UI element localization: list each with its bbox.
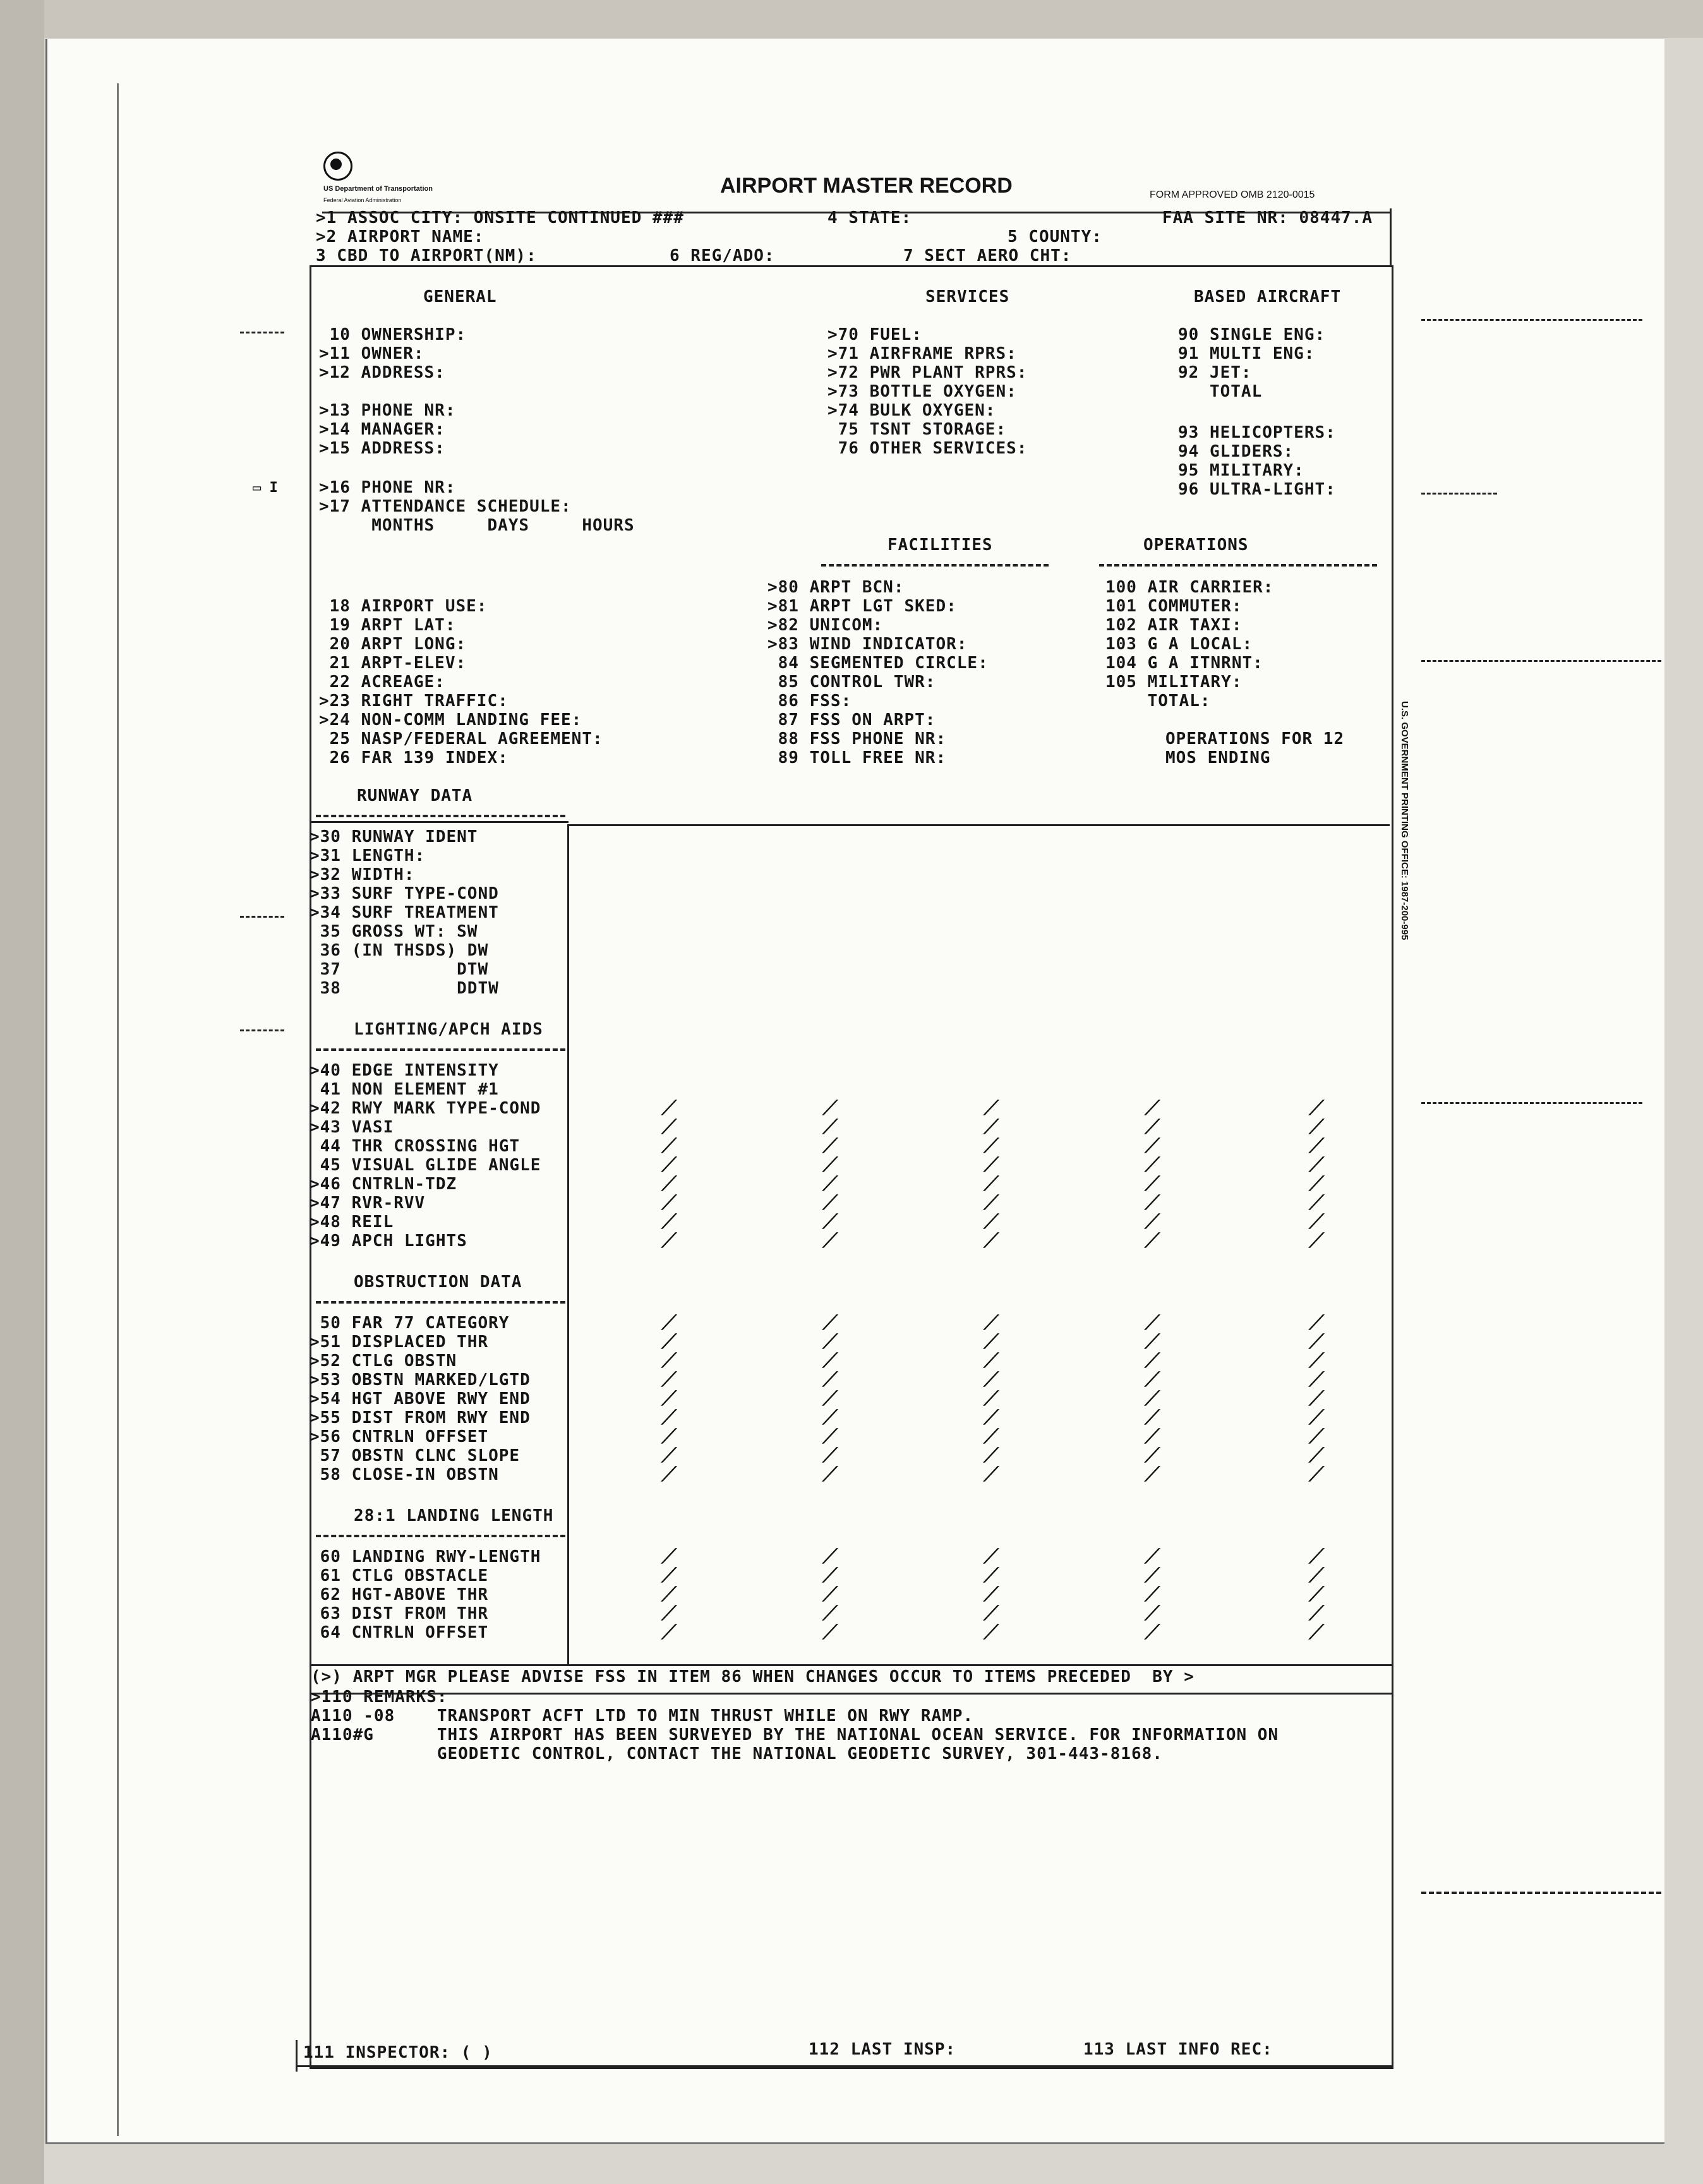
runway-end-slash: / xyxy=(658,1210,680,1232)
runway-end-slash: / xyxy=(819,1444,841,1466)
landing-item: 63 DIST FROM THR xyxy=(310,1604,489,1623)
runway-end-slash: / xyxy=(1141,1191,1164,1213)
runway-end-slash: / xyxy=(1141,1425,1164,1447)
site-nr-field: FAA SITE NR: 08447.A xyxy=(1162,208,1373,227)
lighting-item: >48 REIL xyxy=(310,1213,394,1232)
cbd-field: 3 CBD TO AIRPORT(NM): xyxy=(316,246,537,265)
runway-end-slash: / xyxy=(980,1406,1002,1428)
services-item: >74 BULK OXYGEN: xyxy=(827,401,996,420)
runway-end-slash: / xyxy=(980,1349,1002,1371)
services-item: >71 AIRFRAME RPRS: xyxy=(827,344,1017,363)
runway-end-slash: / xyxy=(658,1134,680,1156)
remarks-label: >110 REMARKS: xyxy=(311,1688,448,1707)
inspector-field: 111 INSPECTOR: ( ) xyxy=(303,2043,493,2062)
operations-item: 104 G A ITNRNT: xyxy=(1105,654,1263,673)
section-facilities: FACILITIES xyxy=(888,536,993,555)
runway-end-slash: / xyxy=(658,1564,680,1586)
runway-end-slash: / xyxy=(980,1134,1002,1156)
last-info-field: 113 LAST INFO REC: xyxy=(1083,2040,1273,2059)
runway-end-slash: / xyxy=(980,1425,1002,1447)
department-name: US Department of Transportation xyxy=(323,185,433,193)
runway-end-slash: / xyxy=(658,1621,680,1643)
general-item: >24 NON-COMM LANDING FEE: xyxy=(319,711,582,729)
services-item: 76 OTHER SERVICES: xyxy=(827,439,1028,458)
services-item: 75 TSNT STORAGE: xyxy=(827,420,1007,439)
margin-mark: ▭ I xyxy=(253,480,278,496)
runway-end-slash: / xyxy=(1141,1134,1164,1156)
runway-end-slash: / xyxy=(980,1115,1002,1137)
runway-end-slash: / xyxy=(980,1583,1002,1605)
runway-end-slash: / xyxy=(658,1330,680,1352)
obstruction-underline xyxy=(316,1301,565,1304)
runway-end-slash: / xyxy=(980,1621,1002,1643)
runway-end-slash: / xyxy=(1305,1564,1328,1586)
runway-item: >32 WIDTH: xyxy=(310,865,415,884)
operations-note: OPERATIONS FOR 12 xyxy=(1165,729,1345,748)
runway-end-slash: / xyxy=(980,1387,1002,1409)
facilities-item: 85 CONTROL TWR: xyxy=(767,673,936,692)
runway-end-slash: / xyxy=(819,1564,841,1586)
runway-end-slash: / xyxy=(1141,1172,1164,1194)
runway-underline xyxy=(316,815,565,817)
based-item: 93 HELICOPTERS: xyxy=(1178,423,1336,442)
facilities-item: >82 UNICOM: xyxy=(767,616,884,635)
runway-end-slash: / xyxy=(819,1172,841,1194)
state-field: 4 STATE: xyxy=(827,208,912,227)
runway-end-slash: / xyxy=(980,1602,1002,1624)
services-item: >70 FUEL: xyxy=(827,325,922,344)
general-item: >17 ATTENDANCE SCHEDULE: xyxy=(319,497,572,516)
section-general: GENERAL xyxy=(423,287,497,306)
runway-end-slash: / xyxy=(1141,1349,1164,1371)
runway-end-slash: / xyxy=(658,1545,680,1567)
runway-end-slash: / xyxy=(1305,1311,1328,1333)
runway-end-slash: / xyxy=(980,1191,1002,1213)
runway-item: >31 LENGTH: xyxy=(310,846,426,865)
general-item: 22 ACREAGE: xyxy=(319,673,445,692)
facilities-item: 88 FSS PHONE NR: xyxy=(767,729,947,748)
runway-end-slash: / xyxy=(819,1368,841,1390)
runway-end-slash: / xyxy=(1141,1368,1164,1390)
runway-end-slash: / xyxy=(819,1311,841,1333)
section-landing: 28:1 LANDING LENGTH xyxy=(354,1506,554,1525)
airport-name-field: >2 AIRPORT NAME: xyxy=(316,227,484,246)
margin-dash xyxy=(240,916,284,918)
runway-end-slash: / xyxy=(1141,1463,1164,1485)
obstruction-item: >55 DIST FROM RWY END xyxy=(310,1408,531,1427)
runway-item: 37 DTW xyxy=(310,960,489,979)
runway-grid-top xyxy=(569,824,1390,826)
runway-end-slash: / xyxy=(819,1349,841,1371)
margin-dash xyxy=(1421,319,1642,321)
runway-end-slash: / xyxy=(658,1602,680,1624)
lighting-item: >40 EDGE INTENSITY xyxy=(310,1061,499,1080)
remarks-top-rule xyxy=(310,1693,1392,1695)
runway-end-slash: / xyxy=(1141,1311,1164,1333)
facilities-item: >81 ARPT LGT SKED: xyxy=(767,597,957,616)
lighting-item: >46 CNTRLN-TDZ xyxy=(310,1175,457,1194)
landing-item: 62 HGT-ABOVE THR xyxy=(310,1585,489,1604)
runway-end-slash: / xyxy=(1305,1463,1328,1485)
general-item: 25 NASP/FEDERAL AGREEMENT: xyxy=(319,729,603,748)
runway-end-slash: / xyxy=(819,1621,841,1643)
lighting-item: 44 THR CROSSING HGT xyxy=(310,1137,521,1156)
operations-item: 101 COMMUTER: xyxy=(1105,597,1243,616)
runway-end-slash: / xyxy=(658,1463,680,1485)
runway-end-slash: / xyxy=(1141,1096,1164,1119)
facilities-item: 89 TOLL FREE NR: xyxy=(767,748,947,767)
section-operations: OPERATIONS xyxy=(1143,536,1249,555)
lighting-item: >47 RVR-RVV xyxy=(310,1194,426,1213)
based-item: 94 GLIDERS: xyxy=(1178,442,1294,461)
runway-end-slash: / xyxy=(819,1191,841,1213)
runway-end-slash: / xyxy=(1305,1406,1328,1428)
runway-end-slash: / xyxy=(980,1229,1002,1251)
based-item: TOTAL xyxy=(1178,382,1263,401)
runway-end-slash: / xyxy=(1141,1564,1164,1586)
services-item: >72 PWR PLANT RPRS: xyxy=(827,363,1028,382)
margin-dash xyxy=(240,1029,284,1031)
runway-end-slash: / xyxy=(658,1153,680,1175)
obstruction-item: >54 HGT ABOVE RWY END xyxy=(310,1389,531,1408)
runway-end-slash: / xyxy=(1305,1425,1328,1447)
general-item: >16 PHONE NR: xyxy=(319,478,456,497)
county-field: 5 COUNTY: xyxy=(1008,227,1102,246)
landing-underline xyxy=(316,1535,565,1537)
runway-end-slash: / xyxy=(980,1444,1002,1466)
operations-underline xyxy=(1099,564,1377,567)
runway-end-slash: / xyxy=(1305,1444,1328,1466)
runway-end-slash: / xyxy=(658,1387,680,1409)
section-obstruction: OBSTRUCTION DATA xyxy=(354,1273,522,1292)
runway-end-slash: / xyxy=(819,1425,841,1447)
runway-end-slash: / xyxy=(1305,1368,1328,1390)
lighting-item: >49 APCH LIGHTS xyxy=(310,1232,467,1251)
page-title: AIRPORT MASTER RECORD xyxy=(720,174,1013,198)
runway-end-slash: / xyxy=(1305,1330,1328,1352)
general-item: MONTHS DAYS HOURS xyxy=(319,516,635,535)
runway-end-slash: / xyxy=(658,1349,680,1371)
general-item: 18 AIRPORT USE: xyxy=(319,597,488,616)
section-based-aircraft: BASED AIRCRAFT xyxy=(1194,287,1342,306)
runway-item: 36 (IN THSDS) DW xyxy=(310,941,489,960)
runway-end-slash: / xyxy=(1141,1153,1164,1175)
runway-end-slash: / xyxy=(1141,1115,1164,1137)
runway-end-slash: / xyxy=(658,1311,680,1333)
runway-item: >30 RUNWAY IDENT xyxy=(310,827,478,846)
margin-dash xyxy=(1421,660,1661,662)
facilities-item: >80 ARPT BCN: xyxy=(767,578,905,597)
runway-grid-left xyxy=(567,824,569,1664)
section-lighting: LIGHTING/APCH AIDS xyxy=(354,1020,543,1039)
based-item: 92 JET: xyxy=(1178,363,1252,382)
runway-end-slash: / xyxy=(1141,1621,1164,1643)
runway-end-slash: / xyxy=(1141,1444,1164,1466)
form-approved-note: FORM APPROVED OMB 2120-0015 xyxy=(1150,189,1315,200)
runway-end-slash: / xyxy=(658,1425,680,1447)
runway-end-slash: / xyxy=(1141,1583,1164,1605)
notice-top-rule xyxy=(310,1664,1392,1666)
general-item: 10 OWNERSHIP: xyxy=(319,325,467,344)
obstruction-item: 57 OBSTN CLNC SLOPE xyxy=(310,1446,521,1465)
runway-end-slash: / xyxy=(819,1406,841,1428)
runway-end-slash: / xyxy=(658,1172,680,1194)
general-item: >14 MANAGER: xyxy=(319,420,445,439)
runway-end-slash: / xyxy=(1141,1229,1164,1251)
runway-end-slash: / xyxy=(1305,1115,1328,1137)
runway-end-slash: / xyxy=(819,1602,841,1624)
runway-end-slash: / xyxy=(819,1115,841,1137)
facilities-item: 84 SEGMENTED CIRCLE: xyxy=(767,654,989,673)
runway-end-slash: / xyxy=(658,1406,680,1428)
services-item: >73 BOTTLE OXYGEN: xyxy=(827,382,1017,401)
section-services: SERVICES xyxy=(925,287,1010,306)
sect-field: 7 SECT AERO CHT: xyxy=(903,246,1072,265)
runway-end-slash: / xyxy=(1141,1602,1164,1624)
general-item: >13 PHONE NR: xyxy=(319,401,456,420)
operations-item: TOTAL: xyxy=(1105,692,1211,711)
runway-end-slash: / xyxy=(1305,1134,1328,1156)
lighting-item: >43 VASI xyxy=(310,1118,394,1137)
obstruction-item: 58 CLOSE-IN OBSTN xyxy=(310,1465,499,1484)
facilities-item: >83 WIND INDICATOR: xyxy=(767,635,968,654)
runway-item: 38 DDTW xyxy=(310,979,499,998)
runway-item: >33 SURF TYPE-COND xyxy=(310,884,499,903)
section-runway-data: RUNWAY DATA xyxy=(357,786,473,805)
runway-end-slash: / xyxy=(1305,1621,1328,1643)
runway-item: 35 GROSS WT: SW xyxy=(310,922,478,941)
scan-border-top xyxy=(0,0,1703,38)
general-item: >11 OWNER: xyxy=(319,344,424,363)
runway-end-slash: / xyxy=(658,1444,680,1466)
runway-end-slash: / xyxy=(658,1115,680,1137)
lighting-item: 41 NON ELEMENT #1 xyxy=(310,1080,499,1099)
general-item: >23 RIGHT TRAFFIC: xyxy=(319,692,508,711)
manager-notice: (>) ARPT MGR PLEASE ADVISE FSS IN ITEM 86 WHEN CHANGES OCCUR TO ITEMS PRECEDED BY > xyxy=(311,1667,1195,1686)
runway-end-slash: / xyxy=(819,1229,841,1251)
runway-end-slash: / xyxy=(980,1463,1002,1485)
agency-name: Federal Aviation Administration xyxy=(323,197,402,203)
remark-line: A110#G THIS AIRPORT HAS BEEN SURVEYED BY THE NATIONAL OCEAN SERVICE. FOR INFORMATION ON xyxy=(311,1725,1279,1744)
landing-item: 64 CNTRLN OFFSET xyxy=(310,1623,489,1642)
runway-end-slash: / xyxy=(1305,1153,1328,1175)
runway-box-top-left xyxy=(310,821,569,823)
runway-end-slash: / xyxy=(1305,1387,1328,1409)
runway-end-slash: / xyxy=(1305,1545,1328,1567)
runway-end-slash: / xyxy=(819,1134,841,1156)
page-edge-line xyxy=(117,83,119,2136)
margin-dash xyxy=(1421,1892,1661,1894)
runway-end-slash: / xyxy=(980,1311,1002,1333)
runway-end-slash: / xyxy=(819,1387,841,1409)
operations-item: 102 AIR TAXI: xyxy=(1105,616,1243,635)
obstruction-item: >56 CNTRLN OFFSET xyxy=(310,1427,489,1446)
runway-end-slash: / xyxy=(1141,1406,1164,1428)
obstruction-item: >53 OBSTN MARKED/LGTD xyxy=(310,1371,531,1389)
facilities-item: 87 FSS ON ARPT: xyxy=(767,711,936,729)
runway-end-slash: / xyxy=(658,1368,680,1390)
lighting-underline xyxy=(316,1048,565,1051)
based-item: 96 ULTRA-LIGHT: xyxy=(1178,480,1336,499)
gpo-imprint: U.S. GOVERNMENT PRINTING OFFICE: 1987-200-995 xyxy=(1399,701,1410,940)
obstruction-item: >51 DISPLACED THR xyxy=(310,1333,489,1352)
runway-end-slash: / xyxy=(1141,1330,1164,1352)
runway-end-slash: / xyxy=(658,1096,680,1119)
runway-end-slash: / xyxy=(1141,1387,1164,1409)
margin-dash xyxy=(1421,493,1497,495)
lighting-item: >42 RWY MARK TYPE-COND xyxy=(310,1099,541,1118)
runway-end-slash: / xyxy=(980,1096,1002,1119)
runway-end-slash: / xyxy=(819,1210,841,1232)
runway-end-slash: / xyxy=(1305,1210,1328,1232)
runway-end-slash: / xyxy=(819,1153,841,1175)
general-item: 19 ARPT LAT: xyxy=(319,616,456,635)
based-item: 91 MULTI ENG: xyxy=(1178,344,1315,363)
footer-left-tick xyxy=(296,2040,298,2072)
margin-dash xyxy=(240,332,284,333)
runway-end-slash: / xyxy=(1305,1096,1328,1119)
footer-rule xyxy=(297,2065,1392,2067)
general-item: 20 ARPT LONG: xyxy=(319,635,467,654)
operations-item: 105 MILITARY: xyxy=(1105,673,1243,692)
runway-end-slash: / xyxy=(980,1172,1002,1194)
runway-end-slash: / xyxy=(980,1210,1002,1232)
operations-note: MOS ENDING xyxy=(1165,748,1271,767)
runway-end-slash: / xyxy=(1305,1349,1328,1371)
based-item: 90 SINGLE ENG: xyxy=(1178,325,1326,344)
runway-end-slash: / xyxy=(980,1564,1002,1586)
runway-end-slash: / xyxy=(819,1096,841,1119)
general-item: >12 ADDRESS: xyxy=(319,363,445,382)
runway-end-slash: / xyxy=(819,1545,841,1567)
runway-end-slash: / xyxy=(1305,1583,1328,1605)
lighting-item: 45 VISUAL GLIDE ANGLE xyxy=(310,1156,541,1175)
runway-end-slash: / xyxy=(658,1229,680,1251)
general-item: >15 ADDRESS: xyxy=(319,439,445,458)
runway-end-slash: / xyxy=(1305,1191,1328,1213)
assoc-city-field: >1 ASSOC CITY: ONSITE CONTINUED ### xyxy=(316,208,684,227)
runway-end-slash: / xyxy=(1141,1210,1164,1232)
runway-end-slash: / xyxy=(980,1368,1002,1390)
runway-end-slash: / xyxy=(1305,1602,1328,1624)
runway-end-slash: / xyxy=(1305,1172,1328,1194)
facilities-item: 86 FSS: xyxy=(767,692,852,711)
landing-item: 60 LANDING RWY-LENGTH xyxy=(310,1547,541,1566)
runway-end-slash: / xyxy=(980,1330,1002,1352)
runway-end-slash: / xyxy=(819,1463,841,1485)
landing-item: 61 CTLG OBSTACLE xyxy=(310,1566,489,1585)
obstruction-item: 50 FAR 77 CATEGORY xyxy=(310,1314,510,1333)
header-right-rule xyxy=(1390,208,1392,265)
runway-end-slash: / xyxy=(819,1330,841,1352)
region-field: 6 REG/ADO: xyxy=(670,246,775,265)
remark-line: A110 -08 TRANSPORT ACFT LTD TO MIN THRUST WHILE ON RWY RAMP. xyxy=(311,1707,974,1725)
remark-line: GEODETIC CONTROL, CONTACT THE NATIONAL GEODETIC SURVEY, 301-443-8168. xyxy=(311,1744,1163,1763)
runway-end-slash: / xyxy=(658,1191,680,1213)
operations-item: 103 G A LOCAL: xyxy=(1105,635,1253,654)
operations-item: 100 AIR CARRIER: xyxy=(1105,578,1274,597)
dot-logo-icon xyxy=(323,152,352,181)
runway-end-slash: / xyxy=(1141,1545,1164,1567)
obstruction-item: >52 CTLG OBSTN xyxy=(310,1352,457,1371)
based-item: 95 MILITARY: xyxy=(1178,461,1304,480)
margin-dash xyxy=(1421,1102,1642,1104)
general-item: 21 ARPT-ELEV: xyxy=(319,654,467,673)
general-item: 26 FAR 139 INDEX: xyxy=(319,748,508,767)
facilities-underline xyxy=(821,564,1049,567)
runway-end-slash: / xyxy=(980,1545,1002,1567)
runway-item: >34 SURF TREATMENT xyxy=(310,903,499,922)
runway-end-slash: / xyxy=(819,1583,841,1605)
scan-border-left xyxy=(0,0,44,2184)
runway-end-slash: / xyxy=(658,1583,680,1605)
runway-end-slash: / xyxy=(980,1153,1002,1175)
runway-end-slash: / xyxy=(1305,1229,1328,1251)
last-insp-field: 112 LAST INSP: xyxy=(809,2040,956,2059)
